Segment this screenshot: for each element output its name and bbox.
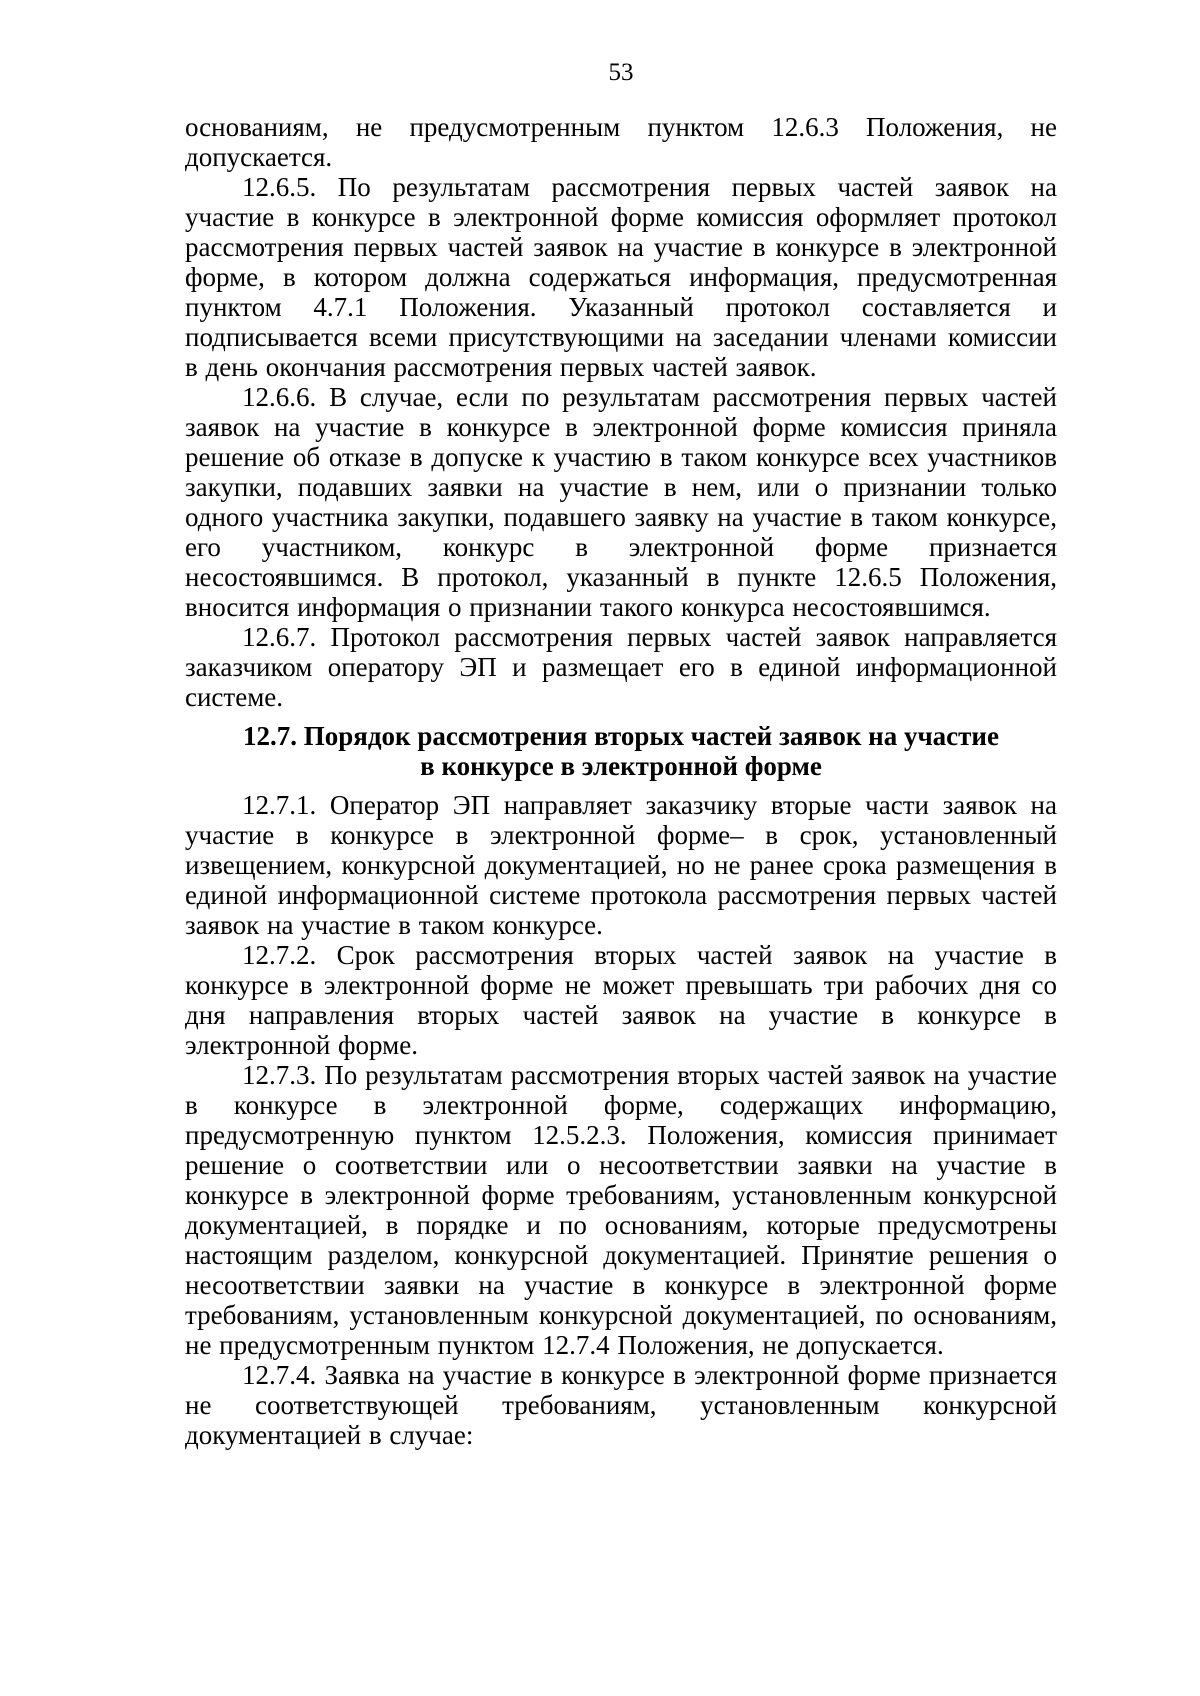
paragraph: 12.7.3. По результатам рассмотрения вторых частей заявок на участие в конкурсе в электронной форме, содержащих информацию, предусмотренную пунктом 12.5.2.3. Положения, комиссия принимает решение о соответствии или о несоответствии заявки на участие в конкурсе в электронной форме требованиям, установленным конкурсной документацией, в порядке и по основаниям, которые предусмотрены настоящим разделом, конкурсной документацией. Принятие решения о несоответствии заявки на участие в конкурсе в электронной форме требованиям, установленным конкурсной документацией, по основаниям, не предусмотренным пунктом 12.7.4 Положения, не допускается. <box>185 1060 1057 1360</box>
paragraph: 12.7.1. Оператор ЭП направляет заказчику вторые части заявок на участие в конкурсе в электронной форме– в срок, установленный извещением, конкурсной документацией, но не ранее срока размещения в единой информационной системе протокола рассмотрения первых частей заявок на участие в таком конкурсе. <box>185 790 1057 940</box>
paragraph: 12.6.5. По результатам рассмотрения первых частей заявок на участие в конкурсе в электронной форме комиссия оформляет протокол рассмотрения первых частей заявок на участие в конкурсе в электронной форме, в котором должна содержаться информация, предусмотренная пунктом 4.7.1 Положения. Указанный протокол составляется и подписывается всеми присутствующими на заседании членами комиссии в день окончания рассмотрения первых частей заявок. <box>185 172 1057 382</box>
paragraph: основаниям, не предусмотренным пунктом 12.6.3 Положения, не допускается. <box>185 112 1057 172</box>
paragraph: 12.6.6. В случае, если по результатам рассмотрения первых частей заявок на участие в конкурсе в электронной форме комиссия приняла решение об отказе в допуске к участию в таком конкурсе всех участников закупки, подавших заявки на участие в нем, или о признании только одного участника закупки, подавшего заявку на участие в таком конкурсе, его участником, конкурс в электронной форме признается несостоявшимся. В протокол, указанный в пункте 12.6.5 Положения, вносится информация о признании такого конкурса несостоявшимся. <box>185 382 1057 622</box>
paragraph: 12.7.4. Заявка на участие в конкурсе в электронной форме признается не соответствующей требованиям, установленным конкурсной документацией в случае: <box>185 1360 1057 1450</box>
section-heading-line1: 12.7. Порядок рассмотрения вторых частей заявок на участие <box>243 721 999 751</box>
section-heading-line2: в конкурсе в электронной форме <box>420 751 822 781</box>
section-heading <box>185 721 1057 781</box>
paragraph: 12.6.7. Протокол рассмотрения первых частей заявок направляется заказчиком оператору ЭП и размещает его в единой информационной системе. <box>185 622 1057 712</box>
document-content <box>185 0 1057 1450</box>
paragraph: 12.7.2. Срок рассмотрения вторых частей заявок на участие в конкурсе в электронной форме не может превышать три рабочих дня со дня направления вторых частей заявок на участие в конкурсе в электронной форме. <box>185 940 1057 1060</box>
page-number: 53 <box>608 59 634 86</box>
